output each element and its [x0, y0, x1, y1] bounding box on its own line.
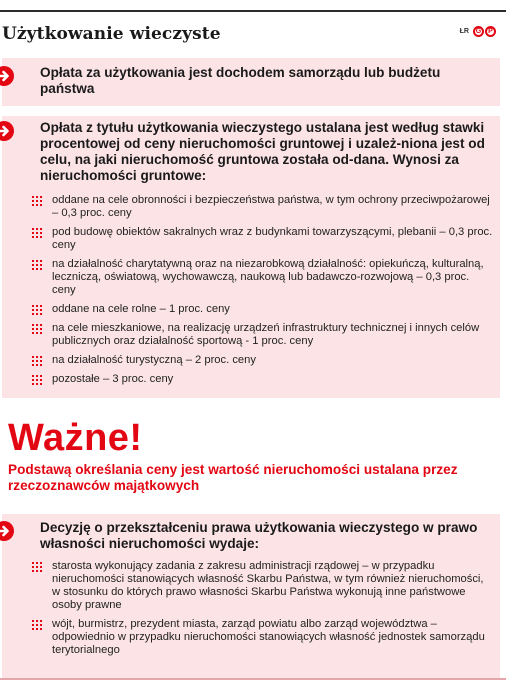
lead-text: Opłata za użytkowania jest dochodem samorządu lub budżetu państwa — [40, 65, 441, 96]
grid-bullet-icon — [32, 228, 42, 238]
grid-bullet-icon — [32, 324, 42, 334]
grid-bullet-icon — [32, 305, 42, 315]
list-item — [32, 258, 494, 297]
list-item-text: wójt, burmistrz, prezydent miasta, zarząd powiatu albo zarząd województwa – odpowiednio w przypadku nieruchomości stanowiących własność jednostek samorządu terytorialnego — [52, 618, 485, 656]
list-item — [32, 322, 494, 348]
list-item — [32, 226, 494, 252]
list-item-text: oddane na cele obronności i bezpieczeństwa państwa, w tym ochrony przeciwpożarowej – 0,3 proc. ceny — [52, 194, 490, 219]
list-item — [32, 373, 494, 386]
grid-bullet-icon — [32, 620, 42, 630]
arrow-right-icon — [0, 521, 14, 541]
brand-lr: ŁR — [459, 28, 469, 35]
arrow-right-icon — [0, 121, 14, 141]
list-item — [32, 354, 494, 367]
brand-logo — [460, 26, 496, 37]
arrow-right-icon — [0, 66, 14, 86]
fee-rate-list — [32, 194, 494, 392]
list-item — [32, 194, 494, 220]
page-title: Użytkowanie wieczyste — [2, 24, 221, 44]
header — [0, 24, 506, 50]
lead-text: Opłata z tytułu użytkowania wieczystego ustalana jest według stawki procentowej od ceny nieruchomości gruntowej i uzależ-niona jest od celu, na jaki nieruchomość gruntowa została od-dana. Wynosi za nieruchomości gruntowe: — [40, 120, 485, 183]
authority-list — [32, 560, 494, 663]
list-item — [32, 618, 494, 657]
brand-mark-g: G — [473, 26, 484, 37]
list-item-text: pod budowę obiektów sakralnych wraz z budynkami towarzyszącymi, plebanii – 0,3 proc. ceny — [52, 226, 493, 251]
important-heading: Ważne! — [8, 417, 143, 459]
info-box-conversion — [2, 514, 500, 678]
important-text: Podstawą określania ceny jest wartość nieruchomości ustalana przez rzeczoznawców majątkowych — [8, 462, 458, 493]
list-item-text: starosta wykonujący zadania z zakresu administracji rządowej – w przypadku nieruchomości stanowiących własność Skarbu Państwa, w tym również nieruchomości, w stosunku do których prawo własności Skarbu Państwa wykonują inne państwowe osoby prawne — [52, 560, 484, 611]
grid-bullet-icon — [32, 356, 42, 366]
top-rule — [0, 10, 506, 12]
lead-text: Decyzję o przekształceniu prawa użytkowania wieczystego w prawo własności nieruchomości wydaje: — [40, 520, 478, 551]
list-item-text: pozostałe – 3 proc. ceny — [52, 373, 174, 385]
grid-bullet-icon — [32, 260, 42, 270]
brand-mark — [473, 26, 496, 37]
grid-bullet-icon — [32, 562, 42, 572]
info-box-fees — [2, 116, 500, 398]
grid-bullet-icon — [32, 375, 42, 385]
list-item-text: na działalność turystyczną – 2 proc. ceny — [52, 354, 256, 366]
list-item — [32, 560, 494, 612]
list-item-text: na działalność charytatywną oraz na niezarobkową działalność: opiekuńczą, kulturalną, leczniczą, oświatową, wychowawczą, naukową lub badawczo-rozwojową – 0,3 proc. ceny — [52, 258, 484, 296]
grid-bullet-icon — [32, 196, 42, 206]
list-item-text: na cele mieszkaniowe, na realizację urządzeń infrastruktury technicznej i innych celów publicznych oraz działalność sportową - 1 proc. ceny — [52, 322, 480, 347]
brand-mark-p: P — [485, 26, 496, 37]
list-item-text: oddane na cele rolne – 1 proc. ceny — [52, 303, 230, 315]
info-box-revenue — [2, 58, 500, 106]
list-item — [32, 303, 494, 316]
